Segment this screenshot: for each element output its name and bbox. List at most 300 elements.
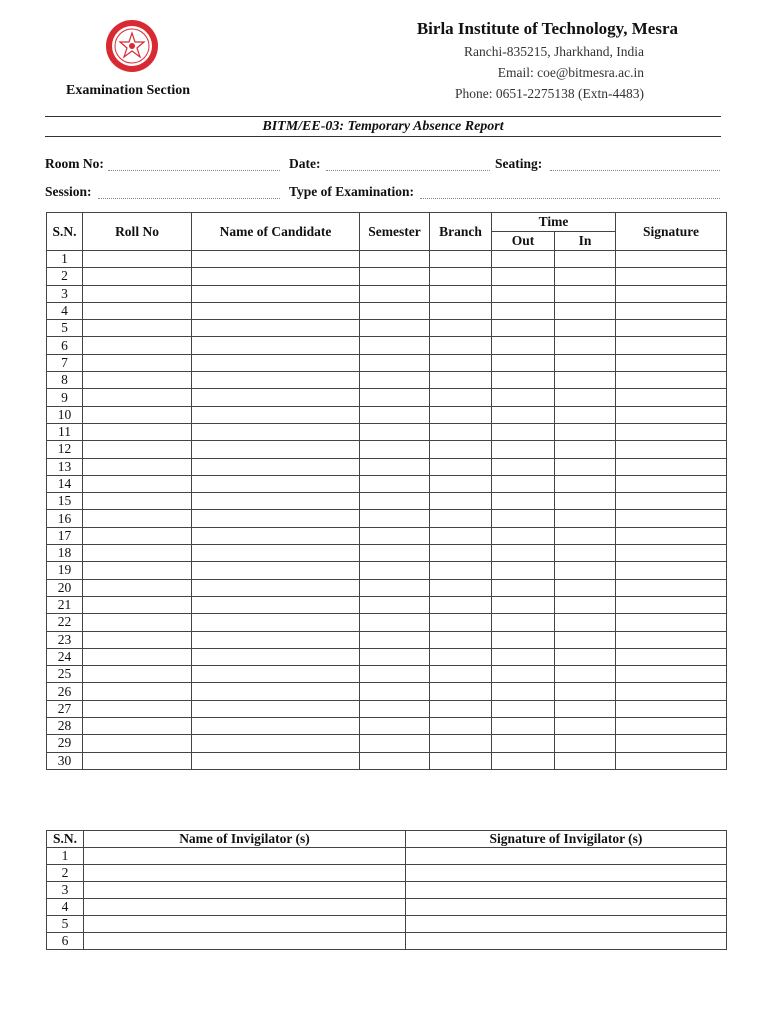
cell-signature[interactable] — [616, 735, 727, 752]
table-row — [47, 865, 727, 882]
cell-semester[interactable] — [360, 251, 430, 268]
cell-roll-no[interactable] — [83, 735, 192, 752]
cell-branch[interactable] — [430, 268, 492, 285]
col-time: Time — [492, 213, 616, 232]
cell-signature[interactable] — [616, 475, 727, 492]
cell-signature[interactable] — [616, 614, 727, 631]
cell-invigilator-name[interactable] — [84, 933, 406, 950]
cell-candidate-name[interactable] — [192, 320, 360, 337]
cell-time-out[interactable] — [492, 718, 555, 735]
cell-semester[interactable] — [360, 441, 430, 458]
cell-branch[interactable] — [430, 475, 492, 492]
cell-candidate-name[interactable] — [192, 441, 360, 458]
row-number: 4 — [47, 302, 83, 319]
cell-roll-no[interactable] — [83, 251, 192, 268]
cell-signature[interactable] — [616, 752, 727, 769]
cell-candidate-name[interactable] — [192, 302, 360, 319]
cell-candidate-name[interactable] — [192, 648, 360, 665]
cell-roll-no[interactable] — [83, 493, 192, 510]
cell-semester[interactable] — [360, 302, 430, 319]
cell-time-in[interactable] — [555, 320, 616, 337]
cell-time-out[interactable] — [492, 579, 555, 596]
table-row — [47, 579, 727, 596]
report-title: BITM/EE-03: Temporary Absence Report — [262, 119, 504, 134]
cell-roll-no[interactable] — [83, 510, 192, 527]
section-name: Examination Section — [66, 83, 191, 98]
row-number: 10 — [47, 406, 83, 423]
cell-candidate-name[interactable] — [192, 268, 360, 285]
cell-signature[interactable] — [616, 493, 727, 510]
cell-semester[interactable] — [360, 683, 430, 700]
cell-branch[interactable] — [430, 423, 492, 440]
row-number: 14 — [47, 475, 83, 492]
cell-time-in[interactable] — [555, 666, 616, 683]
cell-semester[interactable] — [360, 666, 430, 683]
date-field[interactable] — [326, 170, 490, 171]
cell-semester[interactable] — [360, 545, 430, 562]
cell-candidate-name[interactable] — [192, 700, 360, 717]
cell-signature[interactable] — [616, 423, 727, 440]
institute-address: Ranchi-835215, Jharkhand, India — [464, 44, 644, 59]
cell-time-out[interactable] — [492, 268, 555, 285]
table-row — [47, 475, 727, 492]
cell-time-in[interactable] — [555, 735, 616, 752]
cell-semester[interactable] — [360, 493, 430, 510]
cell-signature[interactable] — [616, 320, 727, 337]
cell-roll-no[interactable] — [83, 423, 192, 440]
cell-semester[interactable] — [360, 648, 430, 665]
cell-time-out[interactable] — [492, 596, 555, 613]
cell-semester[interactable] — [360, 579, 430, 596]
cell-time-in[interactable] — [555, 302, 616, 319]
table-row — [47, 596, 727, 613]
table-row — [47, 527, 727, 544]
table-row — [47, 337, 727, 354]
table-row — [47, 848, 727, 865]
cell-candidate-name[interactable] — [192, 423, 360, 440]
cell-time-out[interactable] — [492, 666, 555, 683]
cell-time-out[interactable] — [492, 683, 555, 700]
cell-time-out[interactable] — [492, 475, 555, 492]
cell-time-out[interactable] — [492, 251, 555, 268]
cell-roll-no[interactable] — [83, 302, 192, 319]
cell-branch[interactable] — [430, 579, 492, 596]
cell-candidate-name[interactable] — [192, 596, 360, 613]
cell-signature[interactable] — [616, 302, 727, 319]
cell-branch[interactable] — [430, 527, 492, 544]
cell-signature[interactable] — [616, 458, 727, 475]
cell-time-out[interactable] — [492, 545, 555, 562]
cell-time-in[interactable] — [555, 268, 616, 285]
cell-time-out[interactable] — [492, 631, 555, 648]
cell-candidate-name[interactable] — [192, 251, 360, 268]
cell-invigilator-signature[interactable] — [406, 933, 727, 950]
col-branch: Branch — [430, 213, 492, 251]
date-label: Date: — [289, 156, 321, 171]
cell-branch[interactable] — [430, 458, 492, 475]
cell-roll-no[interactable] — [83, 320, 192, 337]
cell-signature[interactable] — [616, 337, 727, 354]
row-number: 28 — [47, 718, 83, 735]
cell-semester[interactable] — [360, 475, 430, 492]
table-row — [47, 916, 727, 933]
cell-invigilator-name[interactable] — [84, 899, 406, 916]
exam-type-field[interactable] — [420, 198, 720, 199]
cell-time-in[interactable] — [555, 354, 616, 371]
session-label: Session: — [45, 184, 92, 199]
cell-candidate-name[interactable] — [192, 458, 360, 475]
row-number: 24 — [47, 648, 83, 665]
row-number: 3 — [47, 882, 84, 899]
cell-semester[interactable] — [360, 614, 430, 631]
cell-time-out[interactable] — [492, 441, 555, 458]
cell-semester[interactable] — [360, 458, 430, 475]
cell-candidate-name[interactable] — [192, 718, 360, 735]
cell-signature[interactable] — [616, 718, 727, 735]
cell-candidate-name[interactable] — [192, 614, 360, 631]
cell-candidate-name[interactable] — [192, 475, 360, 492]
row-number: 1 — [47, 848, 84, 865]
table-row — [47, 933, 727, 950]
cell-time-out[interactable] — [492, 354, 555, 371]
cell-roll-no[interactable] — [83, 683, 192, 700]
cell-time-out[interactable] — [492, 562, 555, 579]
table-row — [47, 562, 727, 579]
cell-branch[interactable] — [430, 718, 492, 735]
cell-semester[interactable] — [360, 268, 430, 285]
cell-candidate-name[interactable] — [192, 735, 360, 752]
cell-signature[interactable] — [616, 579, 727, 596]
inv-col-sn: S.N. — [47, 831, 84, 848]
cell-semester[interactable] — [360, 596, 430, 613]
cell-branch[interactable] — [430, 666, 492, 683]
cell-signature[interactable] — [616, 666, 727, 683]
cell-candidate-name[interactable] — [192, 752, 360, 769]
cell-time-out[interactable] — [492, 372, 555, 389]
exam-type-label: Type of Examination: — [289, 184, 415, 199]
row-number: 27 — [47, 700, 83, 717]
cell-semester[interactable] — [360, 354, 430, 371]
cell-branch[interactable] — [430, 562, 492, 579]
cell-time-in[interactable] — [555, 441, 616, 458]
cell-roll-no[interactable] — [83, 285, 192, 302]
col-sn: S.N. — [47, 213, 83, 251]
cell-branch[interactable] — [430, 596, 492, 613]
cell-branch[interactable] — [430, 372, 492, 389]
cell-time-out[interactable] — [492, 527, 555, 544]
cell-invigilator-name[interactable] — [84, 865, 406, 882]
cell-branch[interactable] — [430, 251, 492, 268]
cell-time-in[interactable] — [555, 406, 616, 423]
cell-time-out[interactable] — [492, 302, 555, 319]
row-number: 15 — [47, 493, 83, 510]
cell-time-in[interactable] — [555, 700, 616, 717]
cell-time-out[interactable] — [492, 614, 555, 631]
cell-roll-no[interactable] — [83, 545, 192, 562]
cell-time-in[interactable] — [555, 372, 616, 389]
cell-semester[interactable] — [360, 423, 430, 440]
table-row — [47, 899, 727, 916]
cell-roll-no[interactable] — [83, 752, 192, 769]
cell-roll-no[interactable] — [83, 441, 192, 458]
institute-email: Email: coe@bitmesra.ac.in — [497, 65, 644, 80]
cell-time-out[interactable] — [492, 406, 555, 423]
row-number: 8 — [47, 372, 83, 389]
cell-signature[interactable] — [616, 441, 727, 458]
cell-signature[interactable] — [616, 631, 727, 648]
row-number: 23 — [47, 631, 83, 648]
cell-roll-no[interactable] — [83, 562, 192, 579]
cell-roll-no[interactable] — [83, 614, 192, 631]
cell-signature[interactable] — [616, 251, 727, 268]
cell-invigilator-signature[interactable] — [406, 916, 727, 933]
cell-signature[interactable] — [616, 648, 727, 665]
cell-candidate-name[interactable] — [192, 493, 360, 510]
institute-seal-icon — [104, 18, 160, 74]
table-row — [47, 354, 727, 371]
cell-semester[interactable] — [360, 718, 430, 735]
table-row — [47, 718, 727, 735]
cell-semester[interactable] — [360, 320, 430, 337]
cell-candidate-name[interactable] — [192, 631, 360, 648]
cell-semester[interactable] — [360, 372, 430, 389]
cell-time-out[interactable] — [492, 735, 555, 752]
table-row — [47, 614, 727, 631]
cell-time-in[interactable] — [555, 527, 616, 544]
cell-roll-no[interactable] — [83, 337, 192, 354]
absence-table — [46, 212, 727, 770]
cell-candidate-name[interactable] — [192, 406, 360, 423]
cell-semester[interactable] — [360, 285, 430, 302]
cell-roll-no[interactable] — [83, 596, 192, 613]
institute-name: Birla Institute of Technology, Mesra — [416, 19, 678, 38]
cell-candidate-name[interactable] — [192, 666, 360, 683]
cell-invigilator-signature[interactable] — [406, 882, 727, 899]
cell-time-in[interactable] — [555, 493, 616, 510]
cell-time-out[interactable] — [492, 510, 555, 527]
cell-time-in[interactable] — [555, 579, 616, 596]
row-number: 12 — [47, 441, 83, 458]
cell-time-out[interactable] — [492, 648, 555, 665]
cell-branch[interactable] — [430, 302, 492, 319]
cell-candidate-name[interactable] — [192, 389, 360, 406]
cell-invigilator-name[interactable] — [84, 916, 406, 933]
cell-time-in[interactable] — [555, 475, 616, 492]
table-row — [47, 510, 727, 527]
cell-time-out[interactable] — [492, 700, 555, 717]
cell-branch[interactable] — [430, 752, 492, 769]
row-number: 1 — [47, 251, 83, 268]
cell-roll-no[interactable] — [83, 389, 192, 406]
cell-time-in[interactable] — [555, 423, 616, 440]
cell-branch[interactable] — [430, 389, 492, 406]
cell-roll-no[interactable] — [83, 268, 192, 285]
cell-invigilator-name[interactable] — [84, 848, 406, 865]
cell-time-out[interactable] — [492, 423, 555, 440]
cell-candidate-name[interactable] — [192, 510, 360, 527]
table-row — [47, 285, 727, 302]
cell-time-in[interactable] — [555, 458, 616, 475]
row-number: 19 — [47, 562, 83, 579]
table-row — [47, 423, 727, 440]
cell-branch[interactable] — [430, 683, 492, 700]
table-row — [47, 882, 727, 899]
cell-time-in[interactable] — [555, 251, 616, 268]
row-number: 5 — [47, 320, 83, 337]
room-field[interactable] — [108, 170, 280, 171]
table-row — [47, 545, 727, 562]
row-number: 21 — [47, 596, 83, 613]
cell-candidate-name[interactable] — [192, 372, 360, 389]
cell-time-out[interactable] — [492, 285, 555, 302]
cell-signature[interactable] — [616, 406, 727, 423]
cell-time-in[interactable] — [555, 752, 616, 769]
cell-roll-no[interactable] — [83, 700, 192, 717]
cell-time-out[interactable] — [492, 389, 555, 406]
cell-time-in[interactable] — [555, 596, 616, 613]
cell-invigilator-signature[interactable] — [406, 848, 727, 865]
cell-time-out[interactable] — [492, 493, 555, 510]
cell-candidate-name[interactable] — [192, 545, 360, 562]
table-row — [47, 389, 727, 406]
seating-field[interactable] — [550, 170, 720, 171]
cell-semester[interactable] — [360, 510, 430, 527]
cell-branch[interactable] — [430, 735, 492, 752]
cell-semester[interactable] — [360, 752, 430, 769]
table-row — [47, 493, 727, 510]
cell-signature[interactable] — [616, 562, 727, 579]
cell-branch[interactable] — [430, 337, 492, 354]
cell-signature[interactable] — [616, 527, 727, 544]
cell-branch[interactable] — [430, 493, 492, 510]
cell-branch[interactable] — [430, 700, 492, 717]
cell-branch[interactable] — [430, 285, 492, 302]
cell-branch[interactable] — [430, 510, 492, 527]
cell-signature[interactable] — [616, 700, 727, 717]
room-label: Room No: — [45, 156, 104, 171]
cell-roll-no[interactable] — [83, 579, 192, 596]
cell-invigilator-signature[interactable] — [406, 865, 727, 882]
cell-time-out[interactable] — [492, 458, 555, 475]
cell-semester[interactable] — [360, 406, 430, 423]
cell-time-in[interactable] — [555, 683, 616, 700]
cell-roll-no[interactable] — [83, 718, 192, 735]
cell-candidate-name[interactable] — [192, 337, 360, 354]
table-row — [47, 700, 727, 717]
cell-time-in[interactable] — [555, 562, 616, 579]
col-roll-no: Roll No — [83, 213, 192, 251]
col-semester: Semester — [360, 213, 430, 251]
cell-invigilator-name[interactable] — [84, 882, 406, 899]
table-row — [47, 458, 727, 475]
session-field[interactable] — [98, 198, 280, 199]
cell-candidate-name[interactable] — [192, 683, 360, 700]
table-row — [47, 648, 727, 665]
cell-semester[interactable] — [360, 631, 430, 648]
cell-candidate-name[interactable] — [192, 527, 360, 544]
row-number: 5 — [47, 916, 84, 933]
cell-roll-no[interactable] — [83, 354, 192, 371]
cell-branch[interactable] — [430, 614, 492, 631]
cell-time-in[interactable] — [555, 545, 616, 562]
cell-roll-no[interactable] — [83, 527, 192, 544]
cell-semester[interactable] — [360, 700, 430, 717]
cell-roll-no[interactable] — [83, 666, 192, 683]
col-time-in: In — [555, 232, 616, 251]
cell-signature[interactable] — [616, 372, 727, 389]
cell-branch[interactable] — [430, 545, 492, 562]
cell-branch[interactable] — [430, 631, 492, 648]
invigilator-table — [46, 830, 727, 950]
cell-signature[interactable] — [616, 545, 727, 562]
col-time-out: Out — [492, 232, 555, 251]
table-row — [47, 320, 727, 337]
row-number: 6 — [47, 933, 84, 950]
cell-time-in[interactable] — [555, 718, 616, 735]
cell-signature[interactable] — [616, 683, 727, 700]
title-rule-top — [45, 116, 721, 117]
cell-branch[interactable] — [430, 354, 492, 371]
cell-branch[interactable] — [430, 320, 492, 337]
cell-candidate-name[interactable] — [192, 579, 360, 596]
row-number: 17 — [47, 527, 83, 544]
cell-signature[interactable] — [616, 596, 727, 613]
cell-branch[interactable] — [430, 406, 492, 423]
cell-roll-no[interactable] — [83, 475, 192, 492]
title-rule-bottom — [45, 136, 721, 137]
cell-semester[interactable] — [360, 527, 430, 544]
cell-roll-no[interactable] — [83, 372, 192, 389]
cell-roll-no[interactable] — [83, 458, 192, 475]
cell-candidate-name[interactable] — [192, 285, 360, 302]
cell-time-out[interactable] — [492, 320, 555, 337]
cell-candidate-name[interactable] — [192, 562, 360, 579]
cell-semester[interactable] — [360, 562, 430, 579]
cell-time-in[interactable] — [555, 389, 616, 406]
cell-time-in[interactable] — [555, 631, 616, 648]
cell-invigilator-signature[interactable] — [406, 899, 727, 916]
row-number: 29 — [47, 735, 83, 752]
cell-branch[interactable] — [430, 648, 492, 665]
table-row — [47, 631, 727, 648]
cell-signature[interactable] — [616, 285, 727, 302]
cell-time-out[interactable] — [492, 337, 555, 354]
cell-time-in[interactable] — [555, 648, 616, 665]
cell-signature[interactable] — [616, 510, 727, 527]
table-row — [47, 735, 727, 752]
row-number: 20 — [47, 579, 83, 596]
cell-roll-no[interactable] — [83, 406, 192, 423]
cell-signature[interactable] — [616, 354, 727, 371]
cell-time-out[interactable] — [492, 752, 555, 769]
cell-semester[interactable] — [360, 389, 430, 406]
cell-roll-no[interactable] — [83, 648, 192, 665]
cell-time-in[interactable] — [555, 285, 616, 302]
cell-semester[interactable] — [360, 337, 430, 354]
row-number: 11 — [47, 423, 83, 440]
cell-time-in[interactable] — [555, 614, 616, 631]
cell-candidate-name[interactable] — [192, 354, 360, 371]
cell-semester[interactable] — [360, 735, 430, 752]
table-row — [47, 406, 727, 423]
col-candidate-name: Name of Candidate — [192, 213, 360, 251]
cell-time-in[interactable] — [555, 337, 616, 354]
cell-time-in[interactable] — [555, 510, 616, 527]
cell-signature[interactable] — [616, 268, 727, 285]
cell-signature[interactable] — [616, 389, 727, 406]
cell-branch[interactable] — [430, 441, 492, 458]
cell-roll-no[interactable] — [83, 631, 192, 648]
